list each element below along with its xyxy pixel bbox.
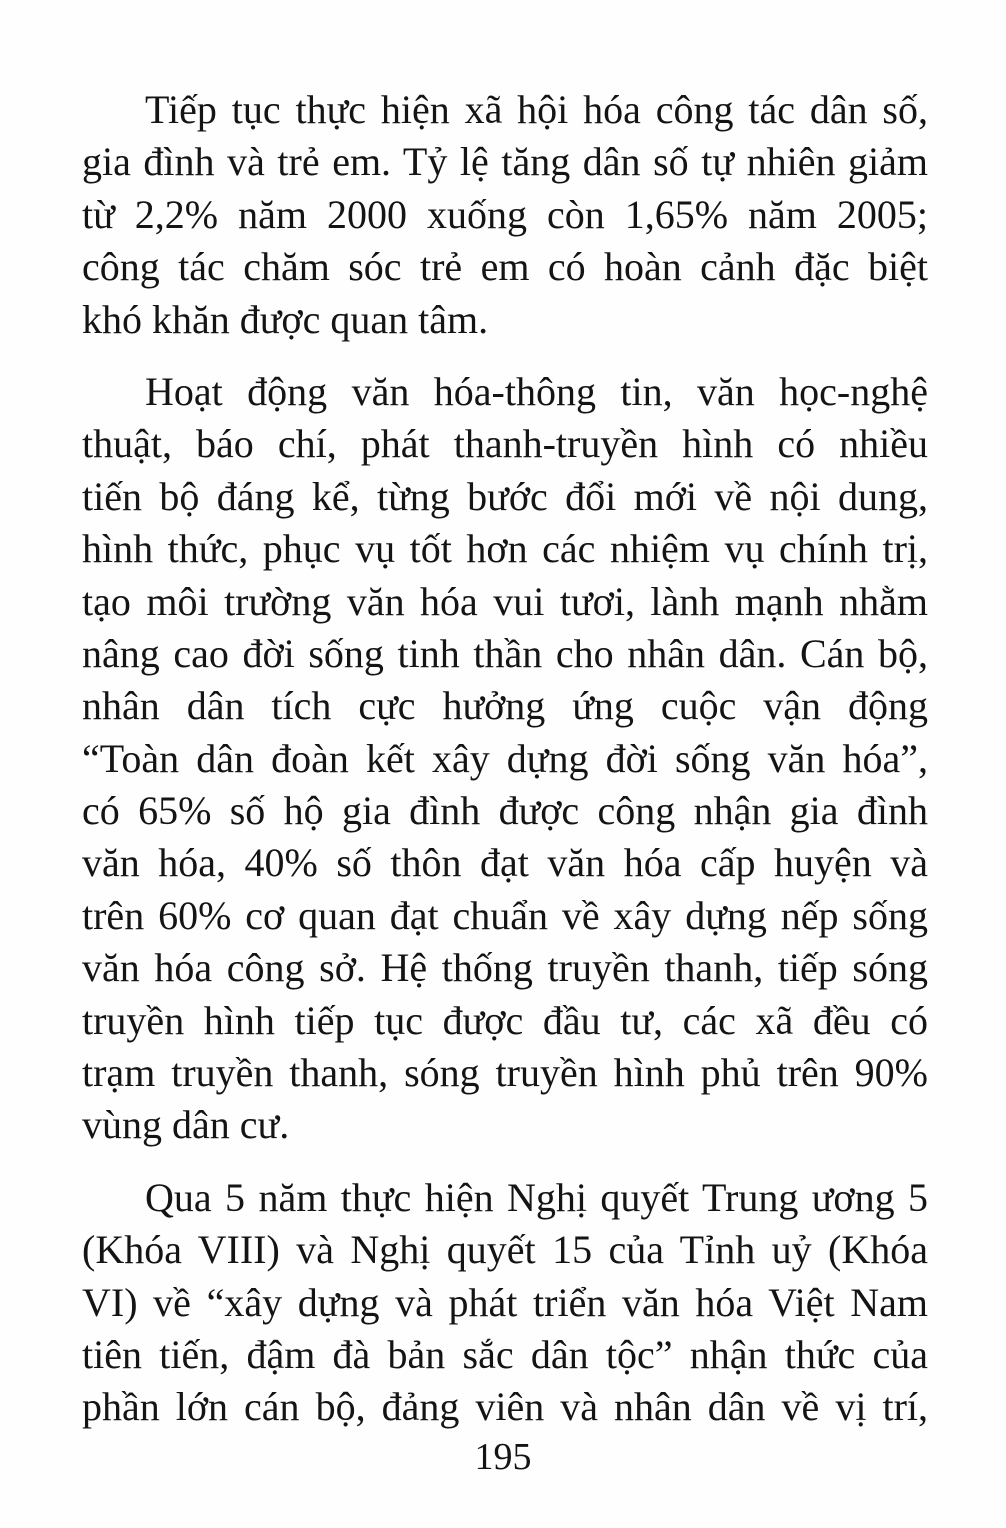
text-line: tiến bộ đáng kể, từng bước đổi mới về nội dung, [82,473,928,519]
text-line: trên 60% cơ quan đạt chuẩn về xây dựng nếp sống [82,892,928,938]
paragraph-culture-information [82,366,928,1152]
text-line: tiên tiến, đậm đà bản sắc dân tộc” nhận thức của [82,1331,928,1377]
paragraph-resolution [82,1172,928,1434]
text-line: công tác chăm sóc trẻ em có hoàn cảnh đặc biệt [82,244,928,290]
text-line: vùng dân cư. [82,1102,290,1148]
text-line: gia đình và trẻ em. Tỷ lệ tăng dân số tự nhiên giảm [82,139,928,185]
body-text [82,84,928,1434]
text-line: Hoạt động văn hóa-thông tin, văn học-nghệ [145,368,928,414]
text-line: hình thức, phục vụ tốt hơn các nhiệm vụ chính trị, [82,526,928,572]
text-line: Qua 5 năm thực hiện Nghị quyết Trung ương 5 [145,1174,928,1220]
text-line: văn hóa công sở. Hệ thống truyền thanh, tiếp sóng [82,945,928,991]
text-line: VI) về “xây dựng và phát triển văn hóa Việt Nam [82,1279,928,1325]
text-line: khó khăn được quan tâm. [82,296,489,342]
text-line: thuật, báo chí, phát thanh-truyền hình có nhiều [82,421,928,467]
text-line: văn hóa, 40% số thôn đạt văn hóa cấp huyện và [82,840,928,886]
text-line: phần lớn cán bộ, đảng viên và nhân dân về vị trí, [82,1384,928,1430]
text-line: có 65% số hộ gia đình được công nhận gia đình [82,788,928,834]
text-line: tạo môi trường văn hóa vui tươi, lành mạnh nhằm [82,578,928,624]
text-line: (Khóa VIII) và Nghị quyết 15 của Tỉnh uỷ (Khóa [82,1227,928,1273]
text-line: trạm truyền thanh, sóng truyền hình phủ trên 90% [82,1050,928,1096]
text-line: nhân dân tích cực hưởng ứng cuộc vận động [82,683,928,729]
text-line: từ 2,2% năm 2000 xuống còn 1,65% năm 2005; [82,191,928,237]
text-line: truyền hình tiếp tục được đầu tư, các xã đều có [82,997,928,1043]
page-number: 195 [474,1436,532,1478]
text-line: Tiếp tục thực hiện xã hội hóa công tác dân số, [145,87,928,132]
paragraph-population [82,84,928,346]
text-line: “Toàn dân đoàn kết xây dựng đời sống văn hóa”, [82,735,928,781]
text-line: nâng cao đời sống tinh thần cho nhân dân. Cán bộ, [82,630,928,676]
